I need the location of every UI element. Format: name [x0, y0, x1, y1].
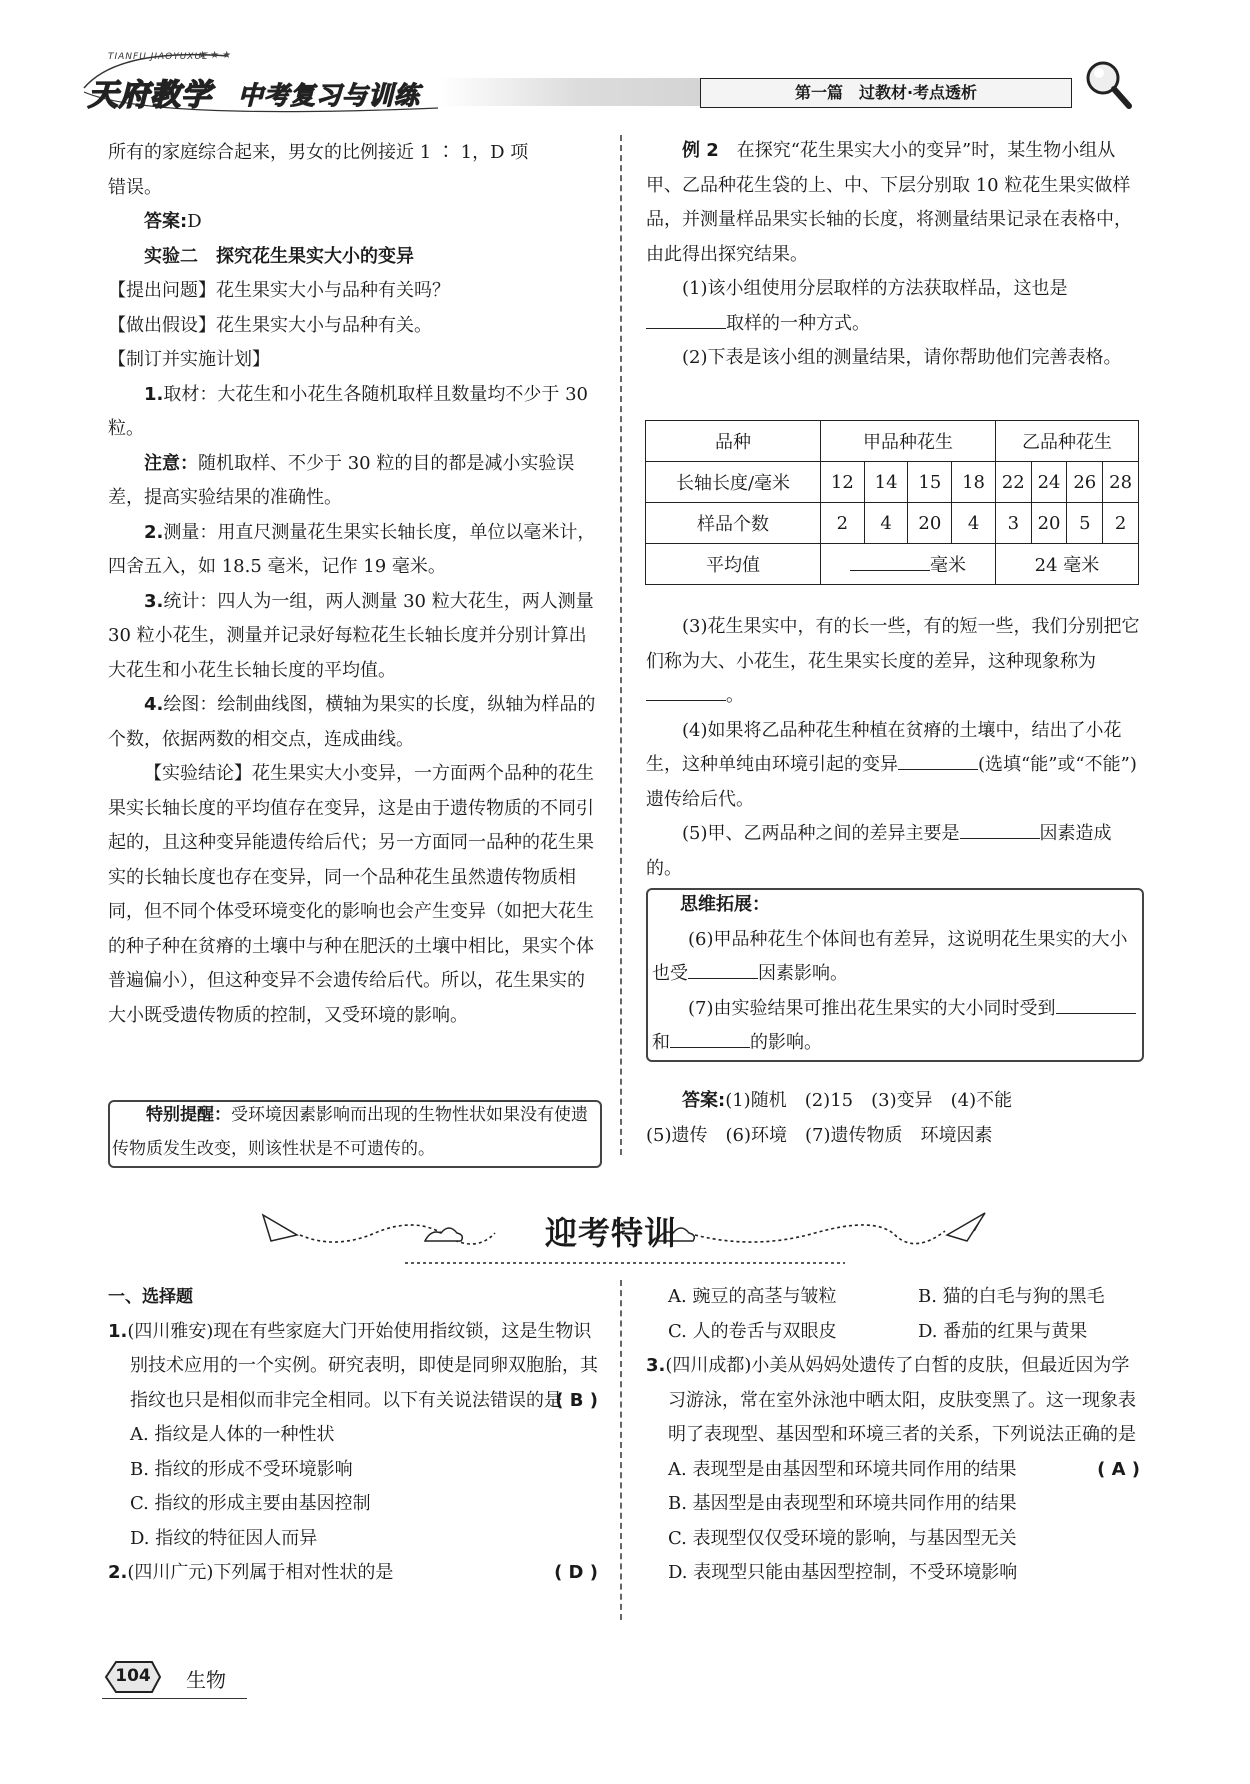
answer-mark: ( D ) [554, 1562, 598, 1583]
option: C. 指纹的形成主要由基因控制 [130, 1493, 371, 1514]
table-header: 乙品种花生 [995, 421, 1138, 462]
conclusion-label: 【实验结论】 [144, 763, 252, 784]
note-text: 随机取样、不少于 30 粒的目的都是减小实验误差，提高实验结果的准确性。 [108, 452, 575, 508]
question-text: (四川广元)下列属于相对性状的是 [127, 1562, 394, 1583]
table-cell: 22 [995, 462, 1031, 503]
section-heading: 一、选择题 [108, 1287, 193, 1307]
logo-title: 中考复习与训练 [238, 81, 421, 110]
answer-label: 答案: [144, 211, 188, 232]
hypothesis-line [108, 309, 596, 344]
table-cell: 24 [1031, 462, 1067, 503]
answer-blank[interactable] [646, 682, 726, 701]
table-cell: 15 [908, 462, 952, 503]
brand-logo [78, 48, 448, 120]
q-text: (选填“能”或“不能”)遗传给后代。 [646, 754, 1137, 810]
option-row [646, 1315, 1140, 1350]
section-label: 第一篇 过教材·考点透析 [700, 78, 1072, 108]
column-divider [620, 1280, 622, 1620]
step-number: 1. [144, 383, 164, 405]
average-cell-a [821, 544, 996, 585]
answers-line: (5)遗传 (6)环境 (7)遗传物质 环境因素 [646, 1124, 993, 1146]
table-row [646, 503, 1139, 544]
table-cell: 20 [1031, 503, 1067, 544]
answer-line [108, 205, 596, 240]
step-number: 2. [144, 521, 164, 543]
option-row [646, 1280, 1140, 1315]
step-3 [108, 585, 596, 689]
conclusion [108, 757, 596, 1033]
sub-question-6 [652, 923, 1136, 992]
step-1 [108, 378, 596, 447]
option: D. 指纹的特征因人而异 [130, 1527, 318, 1549]
question-text: 花生果实大小与品种有关吗？ [216, 280, 450, 301]
sub-question-5 [646, 817, 1140, 886]
q-text: 。 [726, 685, 744, 706]
row-label: 平均值 [646, 544, 821, 585]
continued-text: 所有的家庭综合起来，男女的比例接近 1 ∶ 1，D 项 [108, 142, 529, 163]
right-column [646, 134, 1140, 376]
step-number: 4. [144, 694, 164, 715]
answers-text: (1)随机 (2)15 (3)变异 (4)不能 [725, 1090, 1013, 1111]
plan-label: 【制订并实施计划】 [108, 349, 270, 370]
sub-question-4 [646, 714, 1140, 818]
option: D. 番茄的红果与黄果 [918, 1320, 1088, 1342]
hypothesis-text: 花生果实大小与品种有关。 [216, 314, 432, 336]
question-2 [108, 1556, 598, 1591]
tip-text: 受环境因素影响而出现的生物性状如果没有使遗传物质发生改变，则该性状是不可遗传的。 [112, 1105, 588, 1159]
question-1 [108, 1315, 598, 1419]
q-text: 因素造成的。 [646, 823, 1112, 879]
question-label: 【提出问题】 [108, 280, 216, 301]
table-cell: 4 [864, 503, 908, 544]
q-text: 的影响。 [750, 1032, 822, 1053]
row-label: 长轴长度/毫米 [646, 462, 821, 503]
row-label: 样品个数 [646, 503, 821, 544]
option: C. 人的卷舌与双眼皮 [668, 1320, 837, 1342]
option: D. 表现型只能由基因型控制，不受环境影响 [668, 1562, 1018, 1583]
sub-question-2: (2)下表是该小组的测量结果，请你帮助他们完善表格。 [682, 347, 1122, 368]
column-divider [620, 135, 622, 1155]
answer-blank[interactable] [646, 310, 726, 329]
questions-right [646, 1280, 1140, 1591]
table-cell: 2 [821, 503, 865, 544]
banner-title: 迎考特训 [545, 1214, 678, 1252]
answers-line [646, 1084, 1140, 1119]
q-text: (6)甲品种花生个体间也有差异，这说明花生果实的大小也受 [652, 928, 1128, 984]
q-text: 和 [652, 1032, 670, 1053]
step-text: 统计：四人为一组，两人测量 30 粒大花生，两人测量 30 粒小花生，测量并记录好每粒花生长轴长度并分别计算出大花生和小花生长轴长度的平均值。 [108, 590, 594, 681]
note-label: 注意： [144, 452, 198, 474]
answer-value: D [187, 211, 202, 232]
example-intro [646, 134, 1140, 272]
option: A. 豌豆的高茎与皱粒 [668, 1286, 837, 1307]
table-cell: 20 [908, 503, 952, 544]
questions-left [108, 1280, 598, 1591]
table-cell: 4 [952, 503, 996, 544]
conclusion-text: 花生果实大小变异，一方面两个品种的花生果实长轴长度的平均值存在变异，这是由于遗传物质的不同引起的，且这种变异能遗传给后代；另一方面同一品种的花生果实的长轴长度也存在变异，同一个品种花生虽然遗传物质相同，但不同个体受环境变化的影响也会产生变异（如把大花生的种子种在贫瘠的土壤中与种在肥沃的土壤中相比，果实个体普遍偏小），但这种变异不会遗传给后代。所以，花生果实的大小既受遗传物质的控制，又受环境的影响。 [108, 763, 594, 1026]
sub-question-3 [646, 610, 1140, 714]
q-text: (3)花生果实中，有的长一些，有的短一些，我们分别把它们称为大、小花生，花生果实长度的差异，这种现象称为 [646, 616, 1140, 672]
step-text: 取材：大花生和小花生各随机取样且数量均不少于 30 粒。 [108, 383, 588, 439]
example-label: 例 2 [682, 140, 719, 161]
answer-blank[interactable] [960, 820, 1040, 839]
svg-text:★ ★ ★: ★ ★ ★ [198, 50, 232, 61]
q-text: (4)如果将乙品种花生种植在贫瘠的土壤中，结出了小花生，这种单纯由环境引起的变异 [646, 719, 1122, 775]
q-text: (5)甲、乙两品种之间的差异主要是 [682, 823, 960, 844]
answers-block [646, 1084, 1140, 1153]
magnifier-icon [1083, 58, 1133, 113]
question-line [108, 274, 596, 309]
table-row [646, 462, 1139, 503]
option: B. 猫的白毛与狗的黑毛 [918, 1286, 1105, 1307]
option: A. 表现型是由基因型和环境共同作用的结果 [668, 1458, 1017, 1480]
step-2 [108, 516, 596, 585]
q-text: 取样的一种方式。 [726, 312, 870, 334]
thinking-extension [652, 888, 1136, 1061]
logo-brand: 天府教学 [88, 78, 212, 113]
step-number: 3. [144, 590, 164, 612]
table-cell: 12 [821, 462, 865, 503]
table-row [646, 544, 1139, 585]
q-text: (7)由实验结果可推出花生果实的大小同时受到 [688, 997, 1056, 1019]
hypothesis-label: 【做出假设】 [108, 314, 216, 336]
option: B. 指纹的形成不受环境影响 [130, 1458, 353, 1480]
table-cell: 5 [1067, 503, 1103, 544]
continued-text: 错误。 [108, 176, 162, 198]
step-text: 绘图：绘制曲线图，横轴为果实的长度，纵轴为样品的个数，依据两数的相交点，连成曲线。 [108, 694, 596, 750]
table-cell: 2 [1103, 503, 1139, 544]
answers-label: 答案: [682, 1090, 726, 1111]
page-number: 104 [115, 1666, 151, 1686]
answer-blank[interactable] [850, 552, 930, 571]
footer-rule [102, 1698, 247, 1699]
logo-pinyin: TIANFU JIAOYUXUE [108, 52, 209, 62]
answer-mark: ( A ) [1097, 1458, 1140, 1480]
table-cell: 14 [864, 462, 908, 503]
unit: 毫米 [929, 555, 966, 576]
option: C. 表现型仅仅受环境的影响，与基因型无关 [668, 1527, 1017, 1549]
answer-blank[interactable] [898, 751, 978, 770]
tip-label: 特别提醒： [146, 1105, 231, 1125]
question-number: 3. [646, 1355, 666, 1376]
option: A. 指纹是人体的一种性状 [130, 1424, 335, 1445]
option: B. 基因型是由表现型和环境共同作用的结果 [668, 1493, 1017, 1514]
table-cell: 26 [1067, 462, 1103, 503]
question-number: 1. [108, 1320, 128, 1342]
q-text: 因素影响。 [758, 963, 848, 984]
step-4 [108, 688, 596, 757]
tip-text-block [112, 1098, 596, 1166]
experiment-title: 实验二 探究花生果实大小的变异 [144, 245, 414, 267]
sub-question-7 [652, 992, 1136, 1061]
table-cell: 28 [1103, 462, 1139, 503]
note [108, 447, 596, 516]
answer-blank[interactable] [688, 960, 758, 979]
answer-blank[interactable] [670, 1029, 750, 1048]
table-cell: 3 [995, 503, 1031, 544]
table-header: 甲品种花生 [821, 421, 996, 462]
table-header: 品种 [646, 421, 821, 462]
question-number: 2. [108, 1562, 128, 1583]
measurement-table [645, 420, 1139, 585]
answer-blank[interactable] [1056, 995, 1136, 1014]
average-cell-b: 24 毫米 [995, 544, 1138, 585]
table-header-row [646, 421, 1139, 462]
extension-label: 思维拓展： [680, 894, 770, 915]
left-column [108, 136, 596, 1033]
question-text: (四川雅安)现在有些家庭大门开始使用指纹锁，这是生物识别技术应用的一个实例。研究表明，即使是同卵双胞胎，其指纹也只是相似而非完全相同。以下有关说法错误的是 [127, 1320, 598, 1411]
answer-mark: ( B ) [555, 1389, 598, 1411]
sub-question-1 [646, 272, 1140, 341]
table-cell: 18 [952, 462, 996, 503]
right-column-lower [646, 610, 1140, 886]
subject-label: 生物 [186, 1668, 226, 1692]
q-text: (1)该小组使用分层取样的方法获取样品，这也是 [682, 278, 1068, 299]
step-text: 测量：用直尺测量花生果实长轴长度，单位以毫米计，四舍五入，如 18.5 毫米，记作 19 毫米。 [108, 521, 596, 577]
question-text: (四川成都)小美从妈妈处遗传了白皙的皮肤，但最近因为学习游泳，常在室外泳池中晒太阳，皮肤变黑了。这一现象表明了表现型、基因型和环境三者的关系，下列说法正确的是 [665, 1355, 1136, 1445]
example-text: 在探究“花生果实大小的变异”时，某生物小组从甲、乙品种花生袋的上、中、下层分别取 10 粒花生果实做样品，并测量样品果实长轴的长度，将测量结果记录在表格中，由此得出探究结果。 [646, 140, 1132, 265]
